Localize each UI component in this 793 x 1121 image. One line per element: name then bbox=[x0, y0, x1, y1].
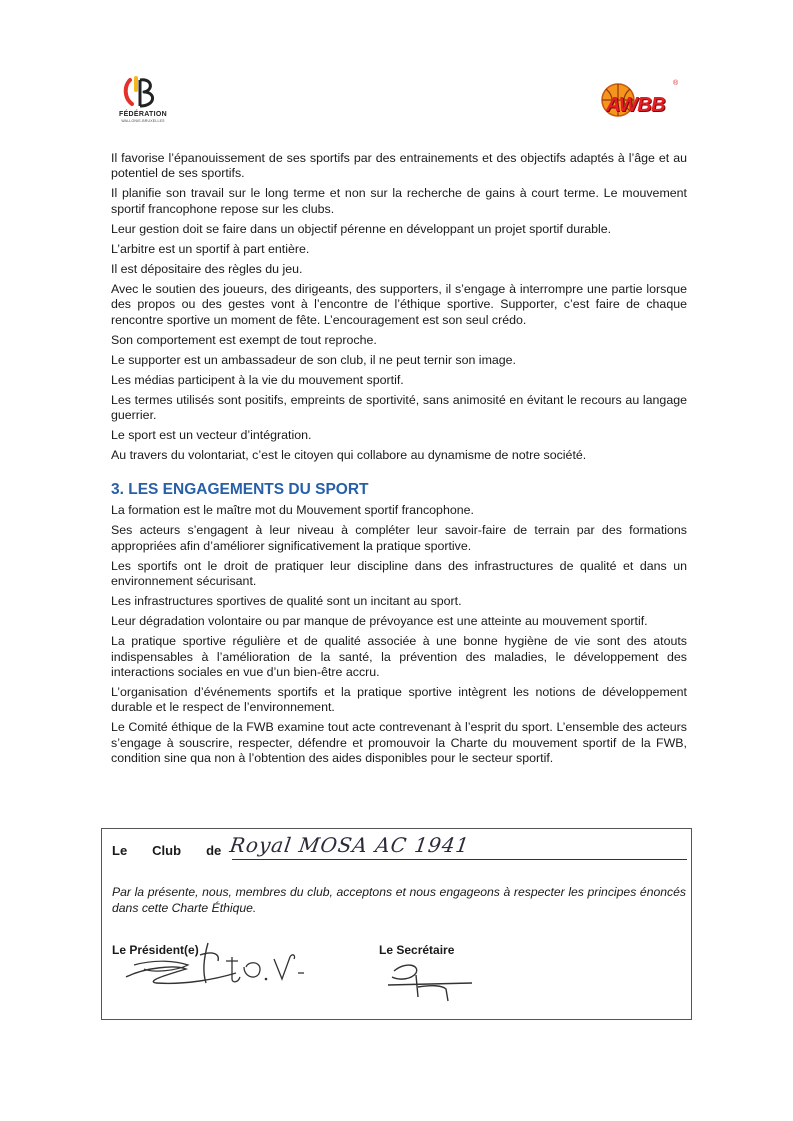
paragraph: Les sportifs ont le droit de pratiquer leur discipline dans des infrastructures de qualité et dans un environnement sécurisant. bbox=[111, 558, 687, 589]
president-label: Le Président(e) bbox=[112, 943, 199, 957]
paragraph: Le sport est un vecteur d’intégration. bbox=[111, 428, 312, 443]
registered-mark: ® bbox=[673, 80, 679, 87]
paragraph: L’organisation d’événements sportifs et la pratique sportive intègrent les notions de développement durable et le respect de l’environnement. bbox=[111, 685, 687, 715]
awbb-logo bbox=[592, 78, 684, 130]
club-label-word: de bbox=[206, 843, 222, 858]
paragraph: Leur dégradation volontaire ou par manque de prévoyance est une atteinte au mouvement sportif. bbox=[111, 614, 648, 629]
fwb-logo bbox=[108, 74, 178, 134]
paragraph: Son comportement est exempt de tout reproche. bbox=[111, 332, 377, 347]
paragraph: L’arbitre est un sportif à part entière. bbox=[111, 241, 310, 256]
paragraph: Il favorise l’épanouissement de ses sportifs par des entrainements et des objectifs adaptés à l’âge et au potentiel de ses sportifs. bbox=[111, 151, 687, 181]
club-name-handwritten: Royal MOSA AC 1941 bbox=[228, 833, 472, 857]
club-label-word: Club bbox=[152, 843, 182, 858]
document-body bbox=[111, 151, 687, 771]
club-label-word: Le bbox=[112, 843, 128, 858]
secretary-signature bbox=[386, 957, 486, 1007]
paragraph: La pratique sportive régulière et de qualité associée à une bonne hygiène de vie sont des atouts indispensables à l’amélioration de la santé, la prévention des maladies, le développement des interactions sociales en vue d’un bien-être accru. bbox=[111, 634, 687, 680]
paragraph: Ses acteurs s’engagent à leur niveau à compléter leur savoir-faire de terrain par des formations appropriées afin d’améliorer significativement la pratique sportive. bbox=[111, 523, 687, 553]
fwb-logo-name: FÉDÉRATION bbox=[119, 111, 167, 118]
fwb-emblem-icon bbox=[122, 74, 164, 110]
paragraph: Les infrastructures sportives de qualité sont un incitant au sport. bbox=[111, 594, 462, 609]
commitment-statement: Par la présente, nous, membres du club, acceptons et nous engageons à respecter les principes énoncés dans cette Charte Éthique. bbox=[112, 885, 686, 915]
club-name-line bbox=[232, 859, 687, 860]
signature-box bbox=[101, 828, 692, 1020]
awbb-wordmark: AWBB bbox=[606, 94, 666, 116]
paragraph: Le Comité éthique de la FWB examine tout acte contrevenant à l’esprit du sport. L’ensemble des acteurs s’engage à souscrire, respecter, défendre et promouvoir la Charte du mouvement sportif de la FWB, condition sine qua non à l’obtention des aides disponibles pour le secteur sportif. bbox=[111, 720, 687, 766]
paragraph: Le supporter est un ambassadeur de son club, il ne peut ternir son image. bbox=[111, 352, 517, 367]
paragraph: Il est dépositaire des règles du jeu. bbox=[111, 261, 303, 276]
section-heading: 3. LES ENGAGEMENTS DU SPORT bbox=[111, 481, 369, 499]
fwb-logo-subtitle: WALLONIE-BRUXELLES bbox=[121, 119, 165, 123]
paragraph: Il planifie son travail sur le long terme et non sur la recherche de gains à court terme. Le mouvement sportif francophone repose sur les clubs. bbox=[111, 186, 687, 216]
paragraph: La formation est le maître mot du Mouvement sportif francophone. bbox=[111, 503, 474, 518]
paragraph: Les médias participent à la vie du mouvement sportif. bbox=[111, 372, 404, 387]
paragraph: Avec le soutien des joueurs, des dirigeants, des supporters, il s’engage à interrompre une partie lorsque des propos ou des gestes vont à l’encontre de l’éthique sportive. Supporter, c’est faire de chaque rencontre sportive un moment de fête. L’encouragement est son seul crédo. bbox=[111, 281, 687, 327]
secretary-label: Le Secrétaire bbox=[379, 943, 455, 957]
paragraph: Au travers du volontariat, c’est le citoyen qui collabore au dynamisme de notre société. bbox=[111, 448, 587, 463]
president-signature bbox=[116, 939, 316, 989]
paragraph: Leur gestion doit se faire dans un objectif pérenne en développant un projet sportif durable. bbox=[111, 221, 612, 236]
club-label bbox=[112, 843, 246, 858]
paragraph: Les termes utilisés sont positifs, empreints de sportivité, sans animosité en évitant le recours au langage guerrier. bbox=[111, 392, 687, 423]
